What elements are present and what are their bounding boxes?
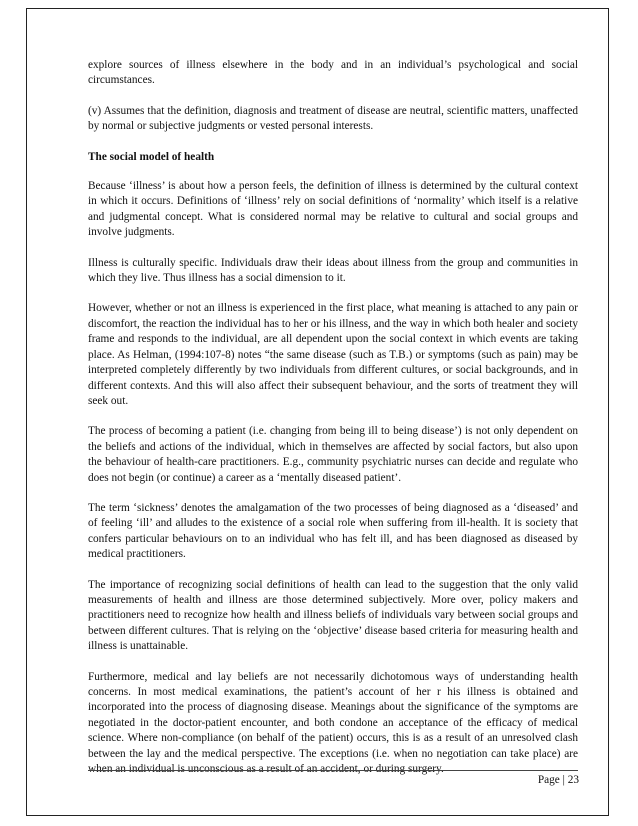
paragraph: Because ‘illness’ is about how a person feels, the definition of illness is determined by the cultural context in which it occurs. Definitions of ‘illness’ rely on social definitions of ‘normality’ which itself is a relative and judgmental concept. What is considered normal may be relative to cultural and social groups and involve judgments. xyxy=(88,180,578,239)
paragraph: The importance of recognizing social definitions of health can lead to the suggestion that the only valid measurements of health and illness are those determined subjectively. More over, policy makers and practitioners need to recognize how health and illness beliefs of individuals vary between social groups and between different cultures. That is relying on the ‘objective’ disease based criteria for measuring health and illness is unattainable. xyxy=(88,578,578,653)
paragraph: The term ‘sickness’ denotes the amalgamation of the two processes of being diagnosed as a ‘diseased’ and of feeling ‘ill’ and alludes to the existence of a social role when suffering from ill-health. It is society that confers particular behaviours on to an individual who has felt ill, and has been diagnosed as diseased by medical practitioners. xyxy=(88,501,578,561)
footer-rule xyxy=(88,770,578,771)
paragraph: Illness is culturally specific. Individuals draw their ideas about illness from the group and communities in which they live. Thus illness has a social dimension to it. xyxy=(88,256,578,285)
page-number: Page | 23 xyxy=(537,774,579,786)
paragraph: explore sources of illness elsewhere in the body and in an individual’s psychological and social circumstances. xyxy=(88,59,578,87)
paragraph: (v) Assumes that the definition, diagnosis and treatment of disease are neutral, scientific matters, unaffected by normal or subjective judgments or vested personal interests. xyxy=(88,104,578,133)
section-heading: The social model of health xyxy=(88,150,215,163)
paragraph: However, whether or not an illness is experienced in the first place, what meaning is attached to any pain or discomfort, the reaction the individual has to her or his illness, and the way in which both healer and society frame and responds to the individual, are all dependent upon the social context in which events are taking place. As Helman, (1994:107-8) notes “the same disease (such as T.B.) or symptoms (such as pain) may be interpreted completely differently by two individuals from different cultures, or social backgrounds, and in different contexts. And this will also affect their subsequent behaviour, and the sorts of treatment they will seek out. xyxy=(88,302,578,407)
document-body xyxy=(88,58,578,792)
paragraph: The process of becoming a patient (i.e. changing from being ill to being disease’) is not only dependent on the beliefs and actions of the individual, which in themselves are affected by social factors, but also upon the behaviour of health-care practitioners. E.g., community psychiatric nurses can decide and regulate who does not begin (or continue) a career as a ‘mentally diseased patient’. xyxy=(88,425,578,484)
paragraph: Furthermore, medical and lay beliefs are not necessarily dichotomous ways of understanding health concerns. In most medical examinations, the patient’s account of her r his illness is obtained and incorporated into the process of diagnosing disease. Meanings about the significance of the symptoms are negotiated in the doctor-patient encounter, and both condone an acceptance of the efficacy of medical science. Where non-compliance (on behalf of the patient) occurs, this is as a result of an unresolved clash between the lay and the medical perspective. The exceptions (i.e. when no negotiation can take place) are when an individual is unconscious as a result of an accident, or during surgery. xyxy=(88,670,578,776)
